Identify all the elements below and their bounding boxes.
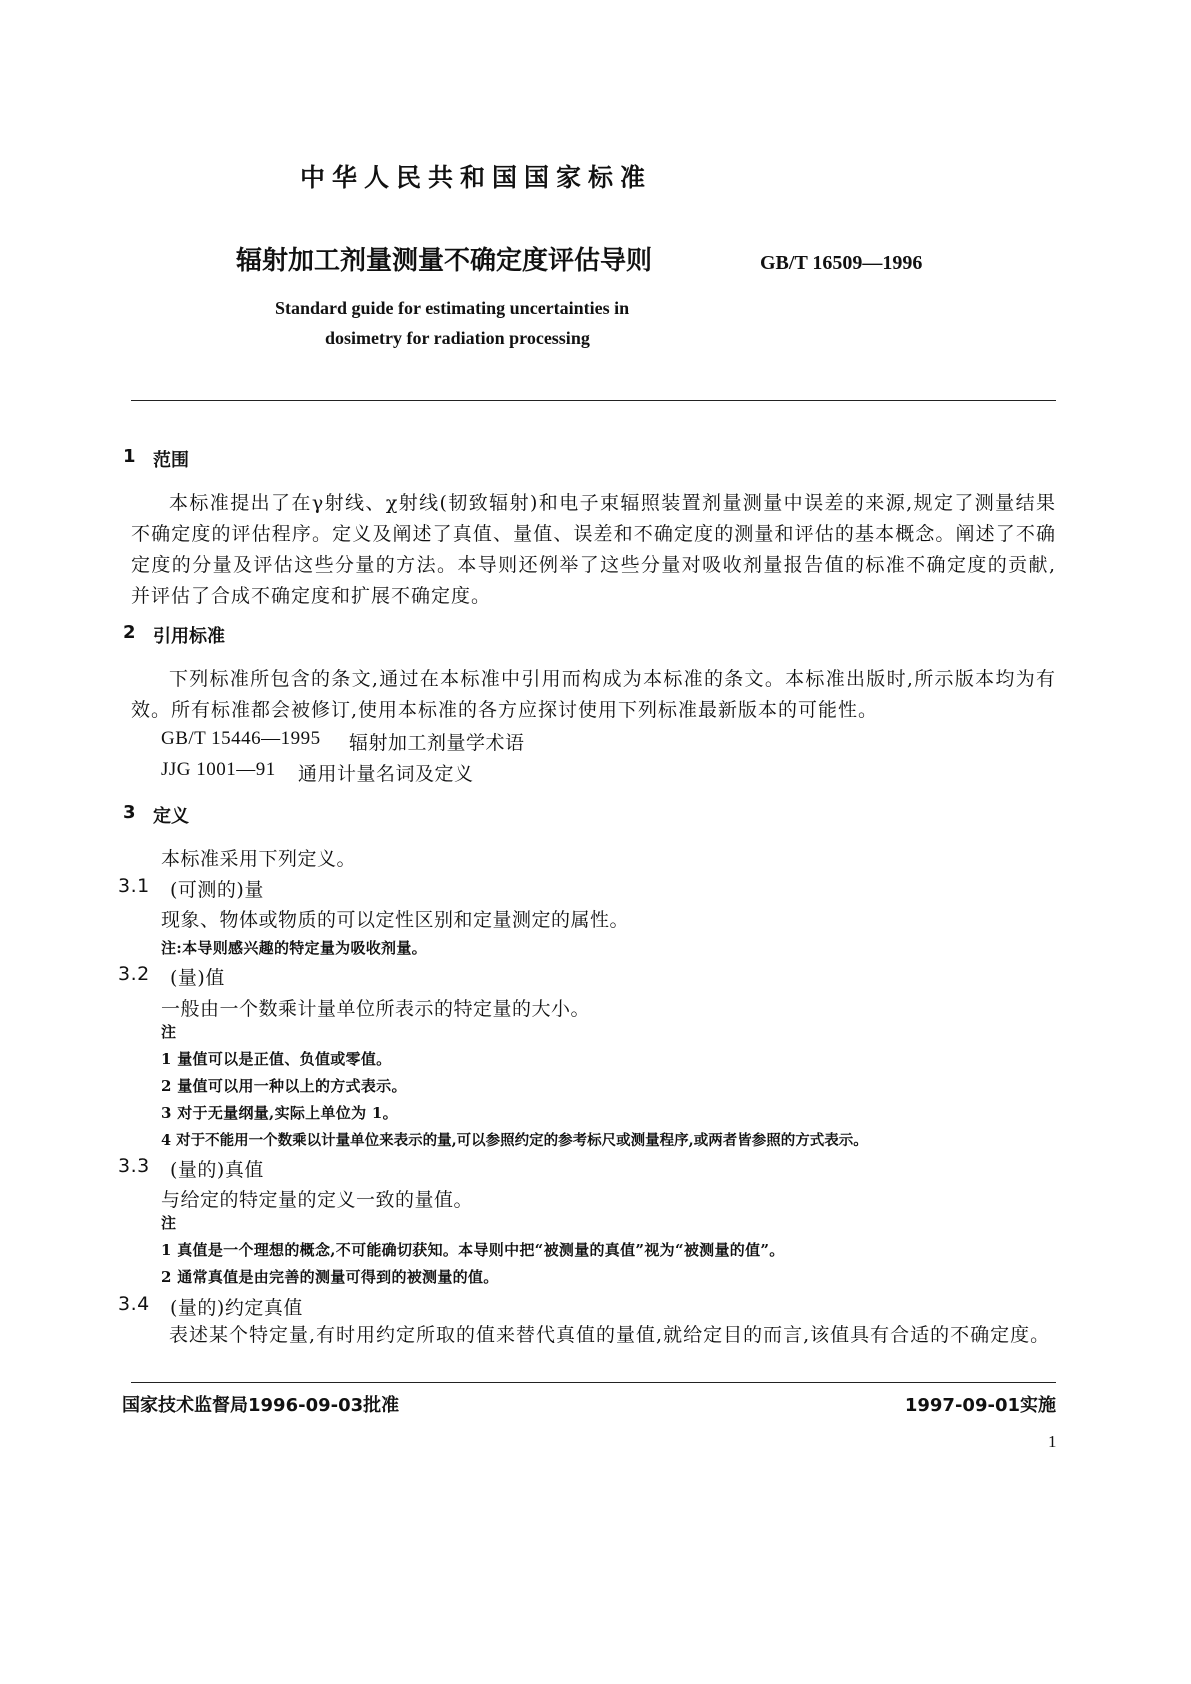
document-title-cn: 辐射加工剂量测量不确定度评估导则 — [236, 246, 653, 276]
section3-number: 3 — [123, 802, 136, 823]
document-title-en-line1: Standard guide for estimating uncertainties in — [275, 298, 630, 318]
definition-text: 与给定的特定量的定义一致的量值。 — [161, 1189, 474, 1211]
section2-number: 2 — [123, 622, 136, 643]
reference-title: 辐射加工剂量学术语 — [349, 732, 525, 754]
section3-heading: 定义 — [153, 806, 189, 827]
section1-heading: 范围 — [153, 450, 189, 471]
definition-note: 注:本导则感兴趣的特定量为吸收剂量。 — [161, 939, 427, 957]
approval-statement: 国家技术监督局1996-09-03批准 — [122, 1395, 400, 1416]
definition-term: (量的)约定真值 — [170, 1297, 303, 1319]
section3-intro: 本标准采用下列定义。 — [161, 848, 357, 870]
definition-text: 表述某个特定量,有时用约定所取的值来替代真值的量值,就给定目的而言,该值具有合适的不确定度。 — [169, 1324, 1051, 1346]
definition-term: (量)值 — [170, 967, 225, 989]
note-label: 注 — [161, 1214, 177, 1232]
section2-paragraph: 下列标准所包含的条文,通过在本标准中引用而构成为本标准的条文。本标准出版时,所示版本均为有效。所有标准都会被修订,使用本标准的各方应探讨使用下列标准最新版本的可能性。 — [131, 668, 1056, 721]
reference-code: JJG 1001—91 — [161, 759, 276, 780]
standard-code: GB/T 16509—1996 — [760, 252, 923, 274]
note-item: 3 对于无量纲量,实际上单位为 1。 — [161, 1104, 398, 1122]
definition-term: (量的)真值 — [170, 1159, 264, 1181]
section2-heading: 引用标准 — [153, 626, 225, 647]
page-number: 1 — [1048, 1432, 1057, 1451]
note-item: 2 量值可以用一种以上的方式表示。 — [161, 1077, 407, 1095]
note-item: 4 对于不能用一个数乘以计量单位来表示的量,可以参照约定的参考标尺或测量程序,或两者皆参照的方式表示。 — [161, 1132, 868, 1149]
effective-date: 1997-09-01实施 — [904, 1395, 1056, 1416]
header-divider — [131, 400, 1056, 401]
note-item: 1 量值可以是正值、负值或零值。 — [161, 1050, 392, 1068]
national-standard-heading: 中华人民共和国国家标准 — [300, 163, 653, 192]
definition-number: 3.1 — [118, 875, 150, 897]
definition-text: 现象、物体或物质的可以定性区别和定量测定的属性。 — [161, 909, 630, 931]
note-label: 注 — [161, 1023, 177, 1041]
note-item: 2 通常真值是由完善的测量可得到的被测量的值。 — [161, 1268, 499, 1286]
document-title-en-line2: dosimetry for radiation processing — [325, 328, 590, 348]
section1-number: 1 — [123, 446, 136, 467]
definition-number: 3.2 — [118, 963, 150, 985]
definition-term: (可测的)量 — [170, 879, 264, 901]
note-item: 1 真值是一个理想的概念,不可能确切获知。本导则中把“被测量的真值”视为“被测量的值”。 — [161, 1241, 785, 1259]
reference-code: GB/T 15446—1995 — [161, 728, 321, 749]
definition-number: 3.4 — [118, 1293, 150, 1315]
footer-divider — [131, 1382, 1056, 1383]
definition-text: 一般由一个数乘计量单位所表示的特定量的大小。 — [161, 998, 591, 1020]
section1-paragraph: 本标准提出了在γ射线、χ射线(韧致辐射)和电子束辐照装置剂量测量中误差的来源,规定了测量结果不确定度的评估程序。定义及阐述了真值、量值、误差和不确定度的测量和评估的基本概念。阐述了不确定度的分量及评估这些分量的方法。本导则还例举了这些分量对吸收剂量报告值的标准不确定度的贡献,并评估了合成不确定度和扩展不确定度。 — [131, 492, 1056, 607]
definition-number: 3.3 — [118, 1155, 150, 1177]
reference-title: 通用计量名词及定义 — [298, 763, 474, 785]
